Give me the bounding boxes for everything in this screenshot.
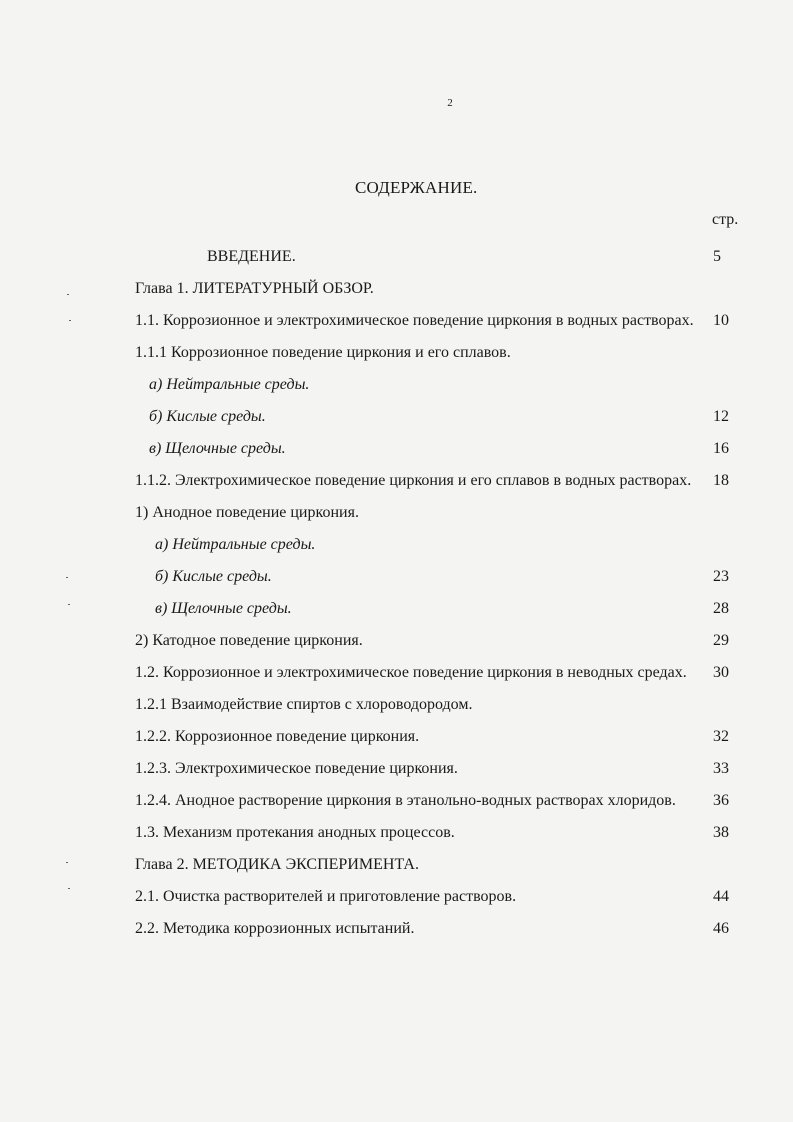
toc-entry-page: 29	[713, 632, 729, 649]
toc-entry-page: 28	[713, 600, 729, 617]
scan-speck	[66, 862, 68, 863]
toc-entry-page: 36	[713, 792, 729, 809]
toc-entry-text: Глава 2. МЕТОДИКА ЭКСПЕРИМЕНТА.	[135, 856, 419, 873]
toc-entry-text: 1.1.1 Коррозионное поведение циркония и его сплавов.	[135, 344, 511, 361]
toc-entry-page: 16	[713, 440, 729, 457]
toc-entry-page: 32	[713, 728, 729, 745]
toc-entry	[135, 881, 745, 913]
scan-speck	[67, 294, 69, 295]
scan-speck	[68, 604, 70, 605]
scan-speck	[69, 320, 71, 321]
toc-entry	[135, 305, 745, 337]
toc-entry-text: 1.2.2. Коррозионное поведение циркония.	[135, 728, 420, 745]
toc-entry-text: 2) Катодное поведение циркония.	[135, 632, 363, 649]
toc-entry	[135, 433, 745, 465]
toc-entry-text: а) Нейтральные среды.	[149, 376, 310, 393]
toc-entry-page: 10	[713, 312, 729, 329]
toc-entry-page: 33	[713, 760, 729, 777]
toc-entry	[135, 401, 745, 433]
toc-entry-page: 12	[713, 408, 729, 425]
scan-speck	[68, 888, 70, 889]
toc-entry-text: Глава 1. ЛИТЕРАТУРНЫЙ ОБЗОР.	[135, 280, 374, 297]
toc-entry	[135, 689, 745, 721]
toc-entry	[135, 657, 745, 689]
table-of-contents	[135, 241, 745, 945]
toc-entry-text: 1.2.4. Анодное растворение циркония в этанольно-водных растворах хлоридов.	[135, 792, 676, 809]
page-number: 2	[447, 97, 453, 109]
scan-speck	[66, 577, 68, 578]
toc-entry	[135, 497, 745, 529]
toc-entry-page: 23	[713, 568, 729, 585]
toc-entry-text: б) Кислые среды.	[155, 568, 272, 585]
toc-title: СОДЕРЖАНИЕ.	[355, 178, 478, 197]
toc-entry	[135, 593, 745, 625]
toc-entry-text: 1.2. Коррозионное и электрохимическое поведение циркония в неводных средах.	[135, 664, 687, 681]
toc-entry-text: а) Нейтральные среды.	[155, 536, 316, 553]
toc-entry-text: в) Щелочные среды.	[149, 440, 286, 457]
toc-entry-text: 2.2. Методика коррозионных испытаний.	[135, 920, 415, 937]
toc-entry	[135, 817, 745, 849]
toc-entry-page: 38	[713, 824, 729, 841]
toc-entry-text: 1.2.3. Электрохимическое поведение циркония.	[135, 760, 458, 777]
toc-entry-page: 30	[713, 664, 729, 681]
toc-entry	[135, 529, 745, 561]
toc-entry	[135, 465, 745, 497]
toc-entry	[135, 273, 745, 305]
toc-entry-text: в) Щелочные среды.	[155, 600, 292, 617]
toc-entry-page: 44	[713, 888, 729, 905]
toc-entry-text: ВВЕДЕНИЕ.	[207, 248, 296, 265]
page-column-label: стр.	[712, 211, 739, 228]
toc-entry-text: 1.1.2. Электрохимическое поведение циркония и его сплавов в водных растворах.	[135, 472, 692, 489]
toc-entry-text: 1.3. Механизм протекания анодных процессов.	[135, 824, 455, 841]
toc-entry	[135, 913, 745, 945]
toc-entry	[135, 625, 745, 657]
toc-entry-text: 2.1. Очистка растворителей и приготовление растворов.	[135, 888, 517, 905]
toc-entry-page: 18	[713, 472, 729, 489]
toc-entry-page: 46	[713, 920, 729, 937]
toc-entry-text: 1.2.1 Взаимодействие спиртов с хлороводородом.	[135, 696, 473, 713]
toc-entry-text: 1) Анодное поведение циркония.	[135, 504, 359, 521]
toc-entry	[135, 849, 745, 881]
toc-entry-page: 5	[713, 248, 721, 265]
toc-entry	[135, 561, 745, 593]
toc-entry	[135, 241, 745, 273]
toc-entry-text: 1.1. Коррозионное и электрохимическое поведение циркония в водных растворах.	[135, 312, 694, 329]
toc-entry	[135, 753, 745, 785]
toc-entry-text: б) Кислые среды.	[149, 408, 266, 425]
toc-entry	[135, 369, 745, 401]
toc-entry	[135, 721, 745, 753]
toc-entry	[135, 337, 745, 369]
toc-entry	[135, 785, 745, 817]
